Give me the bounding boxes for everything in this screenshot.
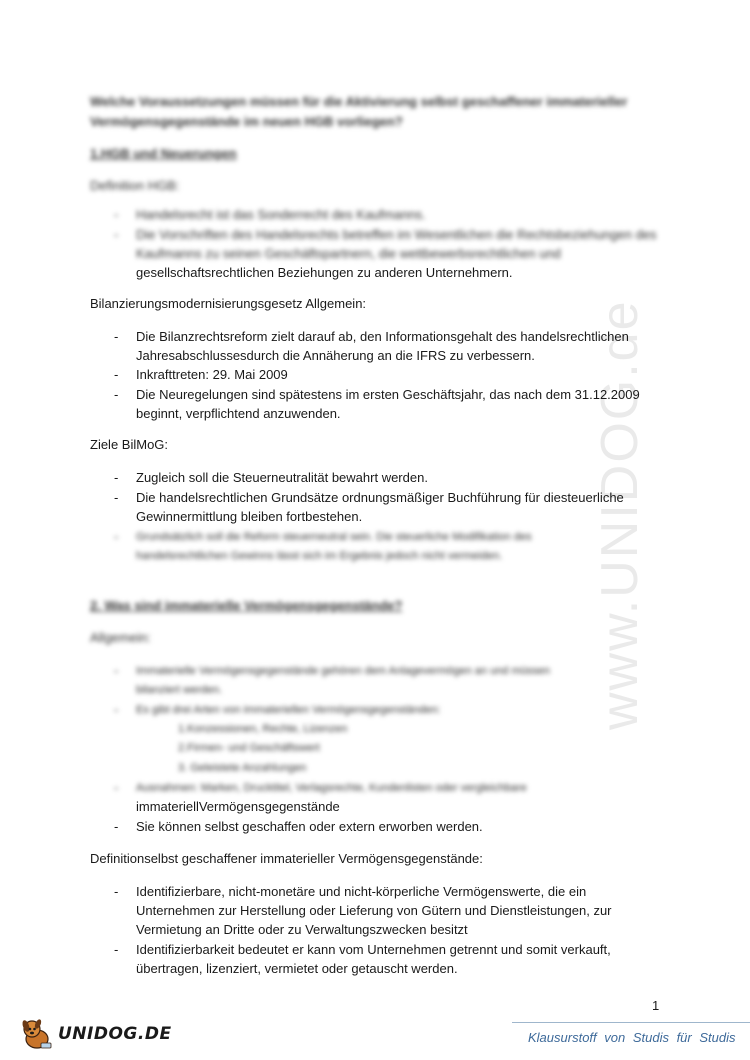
question-line-1: Welche Voraussetzungen müssen für die Aktivierung selbst geschaffener immaterieller	[90, 94, 628, 109]
section-2-title: 2. Was sind immaterielle Vermögensgegenstände?	[90, 598, 403, 613]
bilmog-label: Bilanzierungsmodernisierungsgesetz Allgemein:	[90, 296, 367, 311]
ziele-item-2: Die handelsrechtlichen Grundsätze ordnungsmäßiger Buchführung für diesteuerliche	[136, 490, 624, 505]
bullet-dash: -	[114, 470, 119, 485]
bullet-dash: -	[114, 227, 119, 242]
ziele-item-2-cont: Gewinnermittlung bleiben fortbestehen.	[136, 509, 363, 524]
logo-text: UNIDOG.DE	[58, 1024, 172, 1044]
bullet-dash: -	[114, 387, 119, 402]
s2-def-item-1: Identifizierbare, nicht-monetäre und nicht-körperliche Vermögenswerte, die ein	[136, 884, 587, 899]
bullet-dash: -	[114, 819, 119, 834]
ziele-item-3: Grundsätzlich soll die Reform steuerneutral sein. Die steuerliche Modifikation des	[136, 531, 532, 543]
s2-def-item-1-cont-2: Vermietung an Dritte oder zu Verwaltungszwecken besitzt	[136, 922, 468, 937]
ziele-item-1: Zugleich soll die Steuerneutralität bewahrt werden.	[136, 470, 428, 485]
def-item-1: Handelsrecht ist das Sonderrecht des Kaufmanns.	[136, 207, 426, 222]
s2-item-3-cont: immateriellVermögensgegenstände	[136, 799, 340, 814]
s2-item-3: Ausnahmen: Marken, Drucktitel, Verlagsrechte, Kundenlisten oder vergleichbare	[136, 782, 527, 794]
bullet-dash: -	[114, 702, 119, 717]
bullet-dash: -	[114, 942, 119, 957]
s2-definition-label: Definitionselbst geschaffener immaterieller Vermögensgegenstände:	[90, 851, 483, 866]
bullet-dash: -	[114, 207, 119, 222]
bilmog-item-3-cont: beginnt, verpflichtend anzuwenden.	[136, 406, 341, 421]
s2-subitem-1: 1.Konzessionen, Rechte, Lizenzen	[178, 723, 348, 735]
bullet-dash: -	[114, 490, 119, 505]
unidog-logo[interactable]	[20, 1014, 172, 1054]
allgemein-label: Allgemein:	[90, 630, 151, 645]
s2-def-item-2: Identifizierbarkeit bedeutet er kann vom Unternehmen getrennt und somit verkauft,	[136, 942, 611, 957]
page-number: 1	[652, 998, 660, 1013]
bullet-dash: -	[114, 529, 119, 544]
s2-item-2: Es gibt drei Arten von immateriellen Vermögensgegenständen:	[136, 704, 441, 716]
s2-def-item-1-cont: Unternehmen zur Herstellung oder Lieferung von Gütern und Dienstleistungen, zur	[136, 903, 612, 918]
s2-item-4: Sie können selbst geschaffen oder extern erworben werden.	[136, 819, 483, 834]
bilmog-item-3: Die Neuregelungen sind spätestens im ersten Geschäftsjahr, das nach dem 31.12.2009	[136, 387, 640, 402]
bullet-dash: -	[114, 367, 119, 382]
bullet-dash: -	[114, 780, 119, 795]
bilmog-item-1-cont: Jahresabschlussesdurch die Annäherung an die IFRS zu verbessern.	[136, 348, 535, 363]
ziele-item-3-cont: handelsrechtlichen Gewinns lässt sich im Ergebnis jedoch nicht vermeiden.	[136, 550, 503, 562]
def-item-2-cont-2: gesellschaftsrechtlichen Beziehungen zu anderen Unternehmern.	[136, 265, 513, 280]
dog-icon	[20, 1017, 56, 1051]
question-line-2: Vermögensgegenstände im neuen HGB vorliegen?	[90, 114, 403, 129]
s2-item-1: Immaterielle Vermögensgegenstände gehören dem Anlagevermögen an und müssen	[136, 665, 550, 677]
watermark: www.UNIDOG.de	[591, 299, 649, 730]
def-item-2-cont: Kaufmanns zu seinen Geschäftspartnern, die wettbewerbsrechtlichen und	[136, 246, 561, 261]
definition-hgb-label: Definition HGB:	[90, 178, 180, 193]
bilmog-item-2: Inkrafttreten: 29. Mai 2009	[136, 367, 288, 382]
footer-divider	[512, 1022, 750, 1023]
bilmog-item-1: Die Bilanzrechtsreform zielt darauf ab, den Informationsgehalt des handelsrechtlichen	[136, 329, 629, 344]
def-item-2: Die Vorschriften des Handelsrechts betreffen im Wesentlichen die Rechtsbeziehungen des	[136, 227, 657, 242]
s2-subitem-3: 3. Geleistete Anzahlungen	[178, 762, 307, 774]
bullet-dash: -	[114, 663, 119, 678]
bullet-dash: -	[114, 329, 119, 344]
s2-item-1-cont: bilanziert werden.	[136, 684, 223, 696]
s2-def-item-2-cont: übertragen, lizenziert, vermietet oder getauscht werden.	[136, 961, 458, 976]
section-1-title: 1.HGB und Neuerungen	[90, 146, 237, 161]
bullet-dash: -	[114, 884, 119, 899]
s2-subitem-2: 2.Firmen- und Geschäftswert	[178, 742, 320, 754]
footer-tagline: Klausurstoff von Studis für Studis	[528, 1030, 736, 1045]
ziele-label: Ziele BilMoG:	[90, 437, 169, 452]
